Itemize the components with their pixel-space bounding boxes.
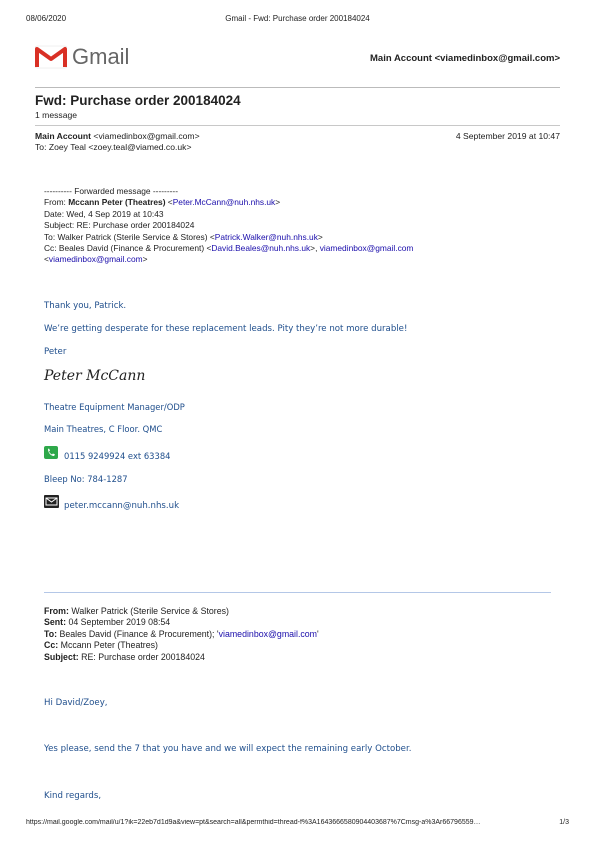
- phone-number: 0115 9249924 ext 63384: [64, 451, 171, 461]
- forwarded-cc-email[interactable]: viamedinbox@gmail.com: [319, 243, 414, 254]
- quoted-subject: Subject: RE: Purchase order 200184024: [44, 651, 205, 662]
- sender-email: <viamedinbox@gmail.com>: [93, 131, 200, 141]
- print-date: 08/06/2020: [26, 14, 67, 23]
- divider: [35, 125, 560, 126]
- bleep-number: Bleep No: 784-1287: [44, 474, 128, 484]
- phone-icon: [44, 446, 58, 459]
- forwarded-cc: Cc: Beales David (Finance & Procurement) <David.Beales@nuh.nhs.uk>, viamedinbox@gmail.com: [44, 243, 414, 254]
- signature-email[interactable]: peter.mccann@nuh.nhs.uk: [64, 501, 180, 511]
- body-thanks: Thank you, Patrick.: [44, 301, 127, 311]
- forwarded-separator: ---------- Forwarded message ---------: [44, 186, 178, 196]
- gmail-logo-text: Gmail: [72, 44, 130, 69]
- quoted-closing: Kind regards,: [44, 791, 102, 801]
- job-title: Theatre Equipment Manager/ODP: [44, 402, 185, 412]
- page-number: 1/3: [559, 819, 569, 826]
- body-name: Peter: [44, 347, 67, 357]
- quoted-to-email[interactable]: viamedinbox@gmail.com: [218, 628, 318, 639]
- divider: [35, 87, 560, 88]
- forwarded-date: Date: Wed, 4 Sep 2019 at 10:43: [44, 208, 164, 219]
- sender[interactable]: [35, 131, 200, 142]
- location: Main Theatres, C Floor. QMC: [44, 424, 163, 434]
- forwarded-to: To: Walker Patrick (Sterile Service & Stores) <Patrick.Walker@nuh.nhs.uk>: [44, 231, 323, 242]
- quoted-text: Yes please, send the 7 that you have and we will expect the remaining early October.: [44, 744, 412, 754]
- forwarded-cc-email[interactable]: viamedinbox@gmail.com: [48, 254, 143, 265]
- signature: Peter McCann: [44, 368, 146, 384]
- quoted-sent: Sent: 04 September 2019 08:54: [44, 617, 171, 628]
- quoted-cc: Cc: Mccann Peter (Theatres): [44, 640, 158, 651]
- message-date: 4 September 2019 at 10:47: [455, 131, 560, 141]
- forwarded-block: ---------- Forwarded message --------- From: Mccann Peter (Theatres) <Peter.McCann@nuh.nhs.uk> Date: Wed, 4 Sep 2019 at 10:43 Subject: RE: Purchase order 200184024 To: Walker Patrick (Sterile Service & Stores) <Patrick.Walker@nuh.nhs.uk> Cc: Beales David (Finance & Procurement) <David.Beales@nuh.nhs.uk>, viamedinbox@gmail.com <viamedinbox@gmail.com>: [44, 186, 414, 265]
- forwarded-cc-email[interactable]: David.Beales@nuh.nhs.uk: [211, 243, 311, 254]
- quoted-header: [44, 606, 319, 663]
- email-icon: [44, 495, 59, 508]
- gmail-logo-icon: [35, 45, 67, 69]
- forwarded-to-email[interactable]: Patrick.Walker@nuh.nhs.uk: [214, 231, 318, 242]
- message-to: To: Zoey Teal <zoey.teal@viamed.co.uk>: [35, 142, 192, 152]
- thread-subject: Fwd: Purchase order 200184024: [35, 93, 241, 108]
- body-message: We’re getting desperate for these replacement leads. Pity they’re not more durable!: [44, 324, 408, 334]
- message-count: 1 message: [35, 110, 78, 120]
- quoted-to: To: Beales David (Finance & Procurement); 'viamedinbox@gmail.com': [44, 628, 319, 639]
- forwarded-subject: Subject: RE: Purchase order 200184024: [44, 220, 195, 231]
- forwarded-from: From: Mccann Peter (Theatres) <Peter.McCann@nuh.nhs.uk>: [44, 197, 281, 208]
- quote-divider: [44, 592, 551, 593]
- quoted-from: From: Walker Patrick (Sterile Service & Stores): [44, 606, 229, 616]
- print-title: Gmail - Fwd: Purchase order 200184024: [225, 14, 370, 23]
- quoted-greeting: Hi David/Zoey,: [44, 698, 108, 708]
- forwarded-from-email[interactable]: Peter.McCann@nuh.nhs.uk: [172, 197, 276, 208]
- account-label: Main Account <viamedinbox@gmail.com>: [370, 53, 560, 64]
- print-url: https://mail.google.com/mail/u/1?ik=22eb7d1d9a&view=pt&search=all&permthid=thread-f%3A1643666580904403687%7Cmsg-a%3Ar66796559…: [26, 819, 481, 826]
- sender-name: Main Account: [35, 131, 92, 141]
